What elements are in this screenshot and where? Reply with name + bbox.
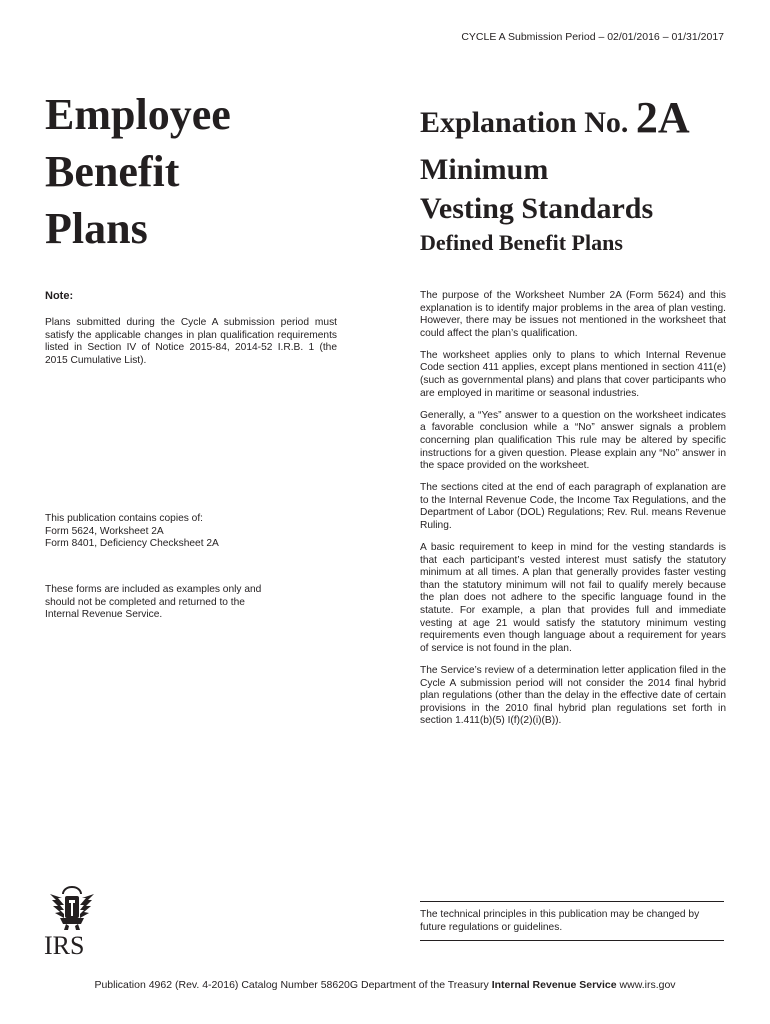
examples-text: These forms are included as examples only and should not be completed and returned to the Internal Revenue Service. bbox=[45, 584, 262, 621]
explanation-body bbox=[420, 290, 726, 737]
title-line-1: Employee bbox=[45, 90, 231, 139]
cycle-header: CYCLE A Submission Period – 02/01/2016 – 01/31/2017 bbox=[461, 31, 724, 43]
explanation-subtitle bbox=[420, 150, 740, 228]
body-paragraph: Generally, a “Yes” answer to a question on the worksheet indicates a favorable conclusion while a “No” answer signals a problem concerning plan qualification This rule may be altered by specific instructions for a given question. Please explain any “No” answer in the space provided on the worksheet. bbox=[420, 409, 726, 472]
divider bbox=[420, 940, 724, 941]
subtitle-line-1: Minimum bbox=[420, 153, 549, 186]
explanation-number: 2A bbox=[635, 93, 690, 142]
page-title bbox=[45, 86, 345, 257]
irs-eagle-logo-icon bbox=[42, 880, 102, 960]
footer-website: www.irs.gov bbox=[619, 979, 676, 991]
body-paragraph: The purpose of the Worksheet Number 2A (Form 5624) and this explanation is to identify major problems in the area of plan vesting. However, there may be issues not mentioned in the worksheet that could affect the plan’s qualification. bbox=[420, 290, 726, 339]
body-paragraph: The sections cited at the end of each paragraph of explanation are to the Internal Revenue Code, the Income Tax Regulations, and the Department of Labor (DOL) Regulations; Rev. Rul. means Revenue Ruling. bbox=[420, 482, 726, 531]
copies-block bbox=[45, 513, 337, 551]
copies-item: Form 5624, Worksheet 2A bbox=[45, 525, 164, 537]
explanation-heading bbox=[420, 92, 690, 143]
technical-note: The technical principles in this publication may be changed by future regulations or guidelines. bbox=[420, 909, 700, 933]
footer-agency: Internal Revenue Service bbox=[491, 979, 617, 991]
footer-publication: Publication 4962 (Rev. 4-2016) Catalog Number 58620G Department of the Treasury bbox=[94, 979, 489, 991]
divider bbox=[420, 901, 724, 902]
explanation-prefix: Explanation No. bbox=[420, 106, 629, 139]
note-text: Plans submitted during the Cycle A submission period must satisfy the applicable changes in plan qualification requirements listed in Section IV of Notice 2015-84, 2014-52 I.R.B. 1 (the 2015 Cumulative List). bbox=[45, 317, 337, 366]
copies-heading: This publication contains copies of: bbox=[45, 513, 203, 524]
explanation-subtitle-secondary: Defined Benefit Plans bbox=[420, 230, 623, 255]
title-line-3: Plans bbox=[45, 204, 148, 253]
subtitle-line-2: Vesting Standards bbox=[420, 192, 654, 225]
irs-logo-text: IRS bbox=[44, 931, 85, 960]
title-line-2: Benefit bbox=[45, 147, 180, 196]
irs-logo bbox=[42, 880, 102, 960]
footer bbox=[0, 979, 770, 991]
note-heading: Note: bbox=[45, 290, 74, 302]
body-paragraph: A basic requirement to keep in mind for the vesting standards is that each participant’s vested interest must satisfy the statutory minimum at all times. A plan that generally provides faster vesting than the statutory minimum will not fail to qualify merely because the plan does not adhere to the specific language found in the statute. For example, a plan that provides full and immediate vesting at age 21 would satisfy the statutory minimum vesting requirements even though language about a requirement for years of service is not found in the plan. bbox=[420, 542, 726, 654]
body-paragraph: The Service’s review of a determination letter application filed in the Cycle A submission period will not consider the 2014 final hybrid plan regulations (other than the delay in the effective date of certain provisions in the 2010 final hybrid plan regulations set forth in section 1.411(b)(5) I(f)(2)(i)(B)). bbox=[420, 664, 726, 727]
copies-item: Form 8401, Deficiency Checksheet 2A bbox=[45, 538, 219, 550]
body-paragraph: The worksheet applies only to plans to which Internal Revenue Code section 411 applies, except plans mentioned in section 411(e) (such as governmental plans) and plans that cover participants who are employed in maritime or seasonal industries. bbox=[420, 349, 726, 399]
